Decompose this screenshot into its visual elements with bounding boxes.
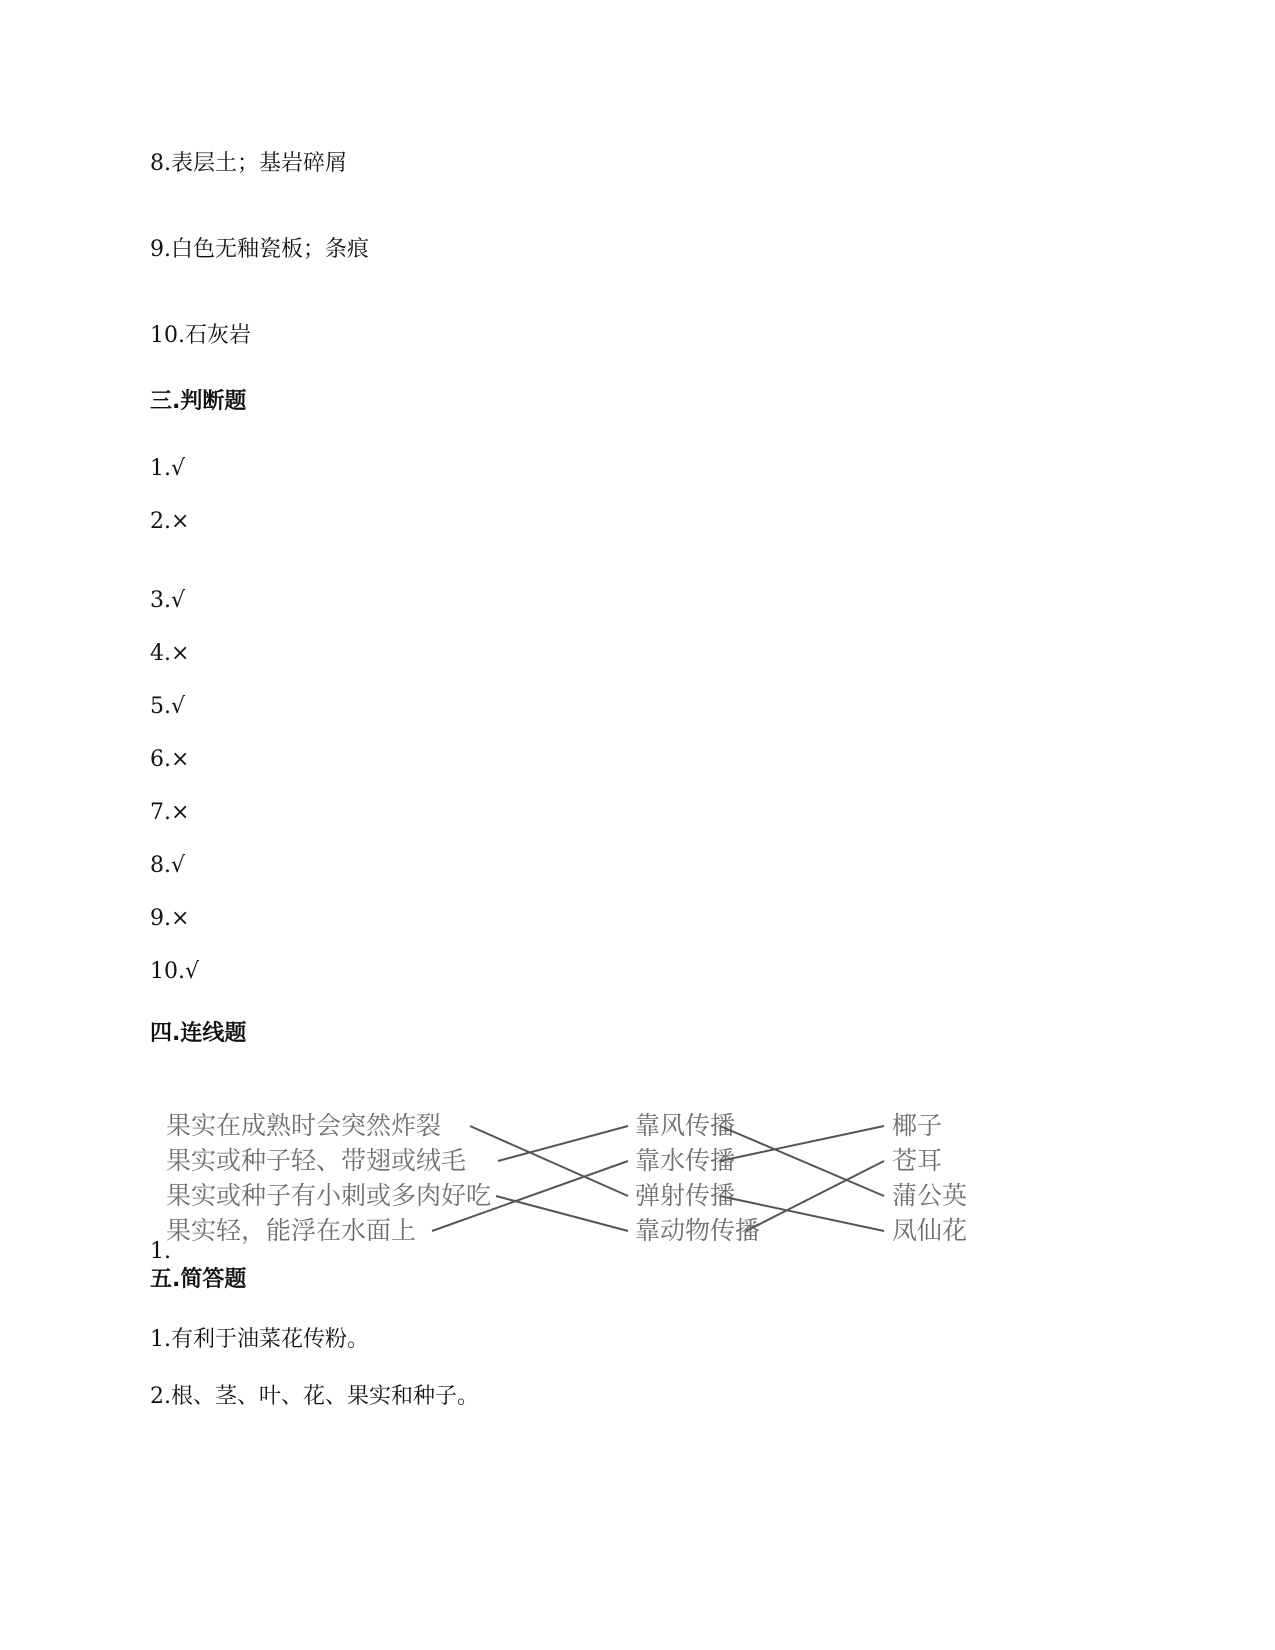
match-right-4: 凤仙花 (892, 1216, 968, 1245)
answer-line: 1.√ (150, 456, 186, 481)
match-connector (470, 1126, 628, 1196)
answer-line: 3.√ (150, 588, 186, 613)
answer-line: 10.√ (150, 959, 200, 984)
match-middle-4: 靠动物传播 (635, 1216, 761, 1245)
answer-line: 5.√ (150, 694, 186, 719)
match-right-2: 苍耳 (892, 1146, 943, 1175)
section-heading: 五.简答题 (150, 1267, 247, 1292)
answer-line: 9.× (150, 906, 190, 931)
answer-line: 8.表层土；基岩碎屑 (150, 151, 347, 176)
match-connector (720, 1126, 884, 1161)
matching-diagram-svg (150, 1100, 990, 1260)
match-connector (498, 1126, 628, 1161)
match-connector (720, 1126, 884, 1196)
section-heading: 四.连线题 (150, 1021, 247, 1046)
answer-line: 10.石灰岩 (150, 323, 251, 348)
answer-line: 8.√ (150, 853, 186, 878)
question-number: 1. (150, 1239, 171, 1264)
match-left-4: 果实轻，能浮在水面上 (166, 1216, 417, 1245)
match-left-3: 果实或种子有小刺或多肉好吃 (166, 1181, 492, 1210)
answer-line: 9.白色无釉瓷板；条痕 (150, 237, 369, 262)
match-right-1: 椰子 (892, 1111, 943, 1140)
match-left-2: 果实或种子轻、带翅或绒毛 (166, 1146, 467, 1175)
answer-line: 4.× (150, 641, 190, 666)
match-right-3: 蒲公英 (892, 1181, 968, 1210)
matching-diagram (150, 1100, 990, 1260)
answer-line: 1.有利于油菜花传粉。 (150, 1327, 369, 1352)
match-left-1: 果实在成熟时会突然炸裂 (166, 1111, 442, 1140)
match-middle-2: 靠水传播 (635, 1146, 736, 1175)
match-middle-3: 弹射传播 (635, 1181, 736, 1210)
answer-line: 6.× (150, 747, 190, 772)
section-heading: 三.判断题 (150, 389, 247, 414)
match-middle-1: 靠风传播 (635, 1111, 736, 1140)
answer-line: 2.根、茎、叶、花、果实和种子。 (150, 1384, 479, 1409)
answer-line: 7.× (150, 800, 190, 825)
answer-line: 2.× (150, 509, 190, 534)
match-connector (746, 1161, 884, 1231)
